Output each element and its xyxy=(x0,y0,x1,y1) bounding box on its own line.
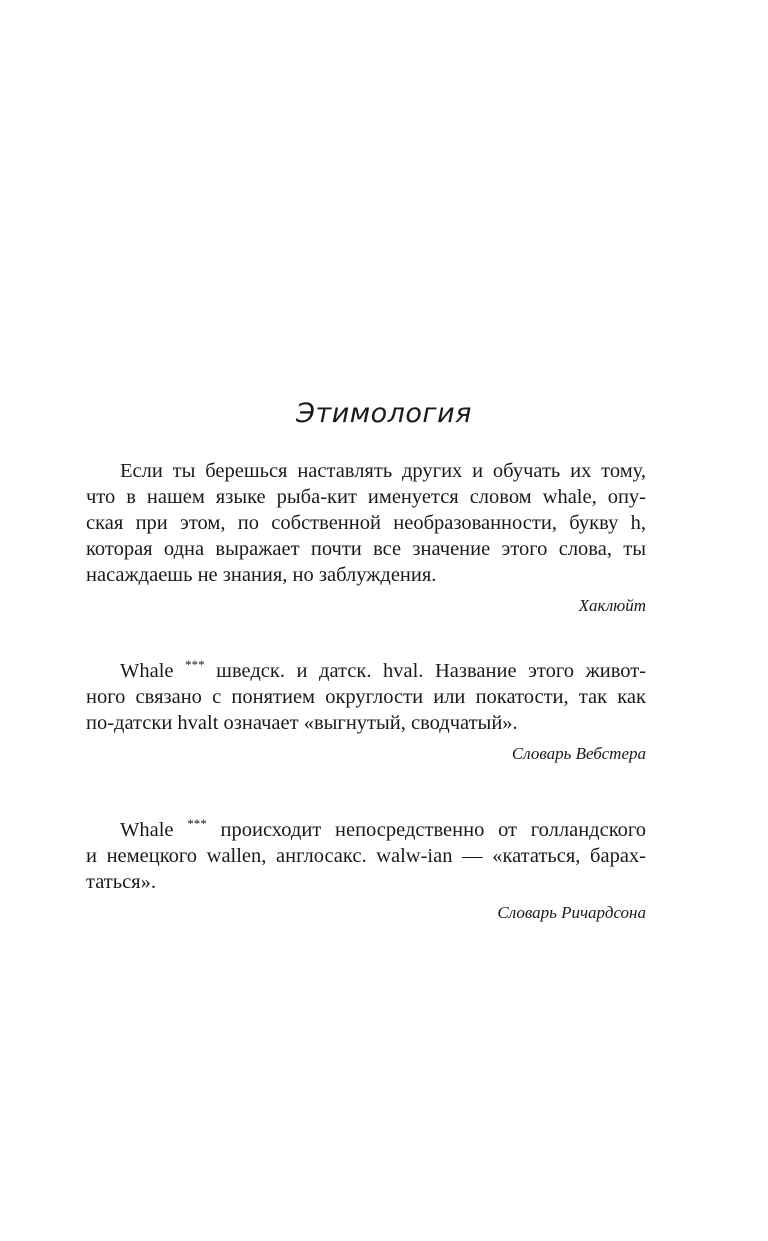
epigraph-richardson xyxy=(86,817,646,924)
lead-word: Whale xyxy=(120,819,174,841)
epigraph-attribution: Словарь Ричардсона xyxy=(497,903,646,922)
epigraph-line-text: шведск. и датск. hval. Название этого живот- xyxy=(216,660,647,682)
epigraph-line: таться». xyxy=(86,871,156,893)
asterisks: *** xyxy=(185,657,205,672)
epigraph-hakluyt xyxy=(86,458,646,617)
epigraph-line: ская при этом, по собственной необразованности, букву h, xyxy=(86,512,646,534)
asterisks: *** xyxy=(187,816,207,831)
epigraph-line-text: происходит непосредственно от голландского xyxy=(220,819,647,841)
epigraph-attribution: Словарь Вебстера xyxy=(511,744,646,763)
epigraph-line: и немецкого wallen, англосакс. walw-ian — «кататься, барах- xyxy=(86,845,646,867)
epigraph-line: которая одна выражает почти все значение этого слова, ты xyxy=(86,538,646,560)
lead-word: Whale xyxy=(120,660,174,682)
chapter-title: Этимология xyxy=(296,398,472,429)
epigraph-line: по-датски hvalt означает «выгнутый, сводчатый». xyxy=(86,712,518,734)
epigraph-line: Если ты берешься наставлять других и обучать их тому, xyxy=(120,460,646,482)
epigraph-attribution: Хаклюйт xyxy=(578,596,646,615)
epigraph-line: ного связано с понятием округлости или покатости, так как xyxy=(86,686,646,708)
epigraph-line: что в нашем языке рыба-кит именуется словом whale, опу- xyxy=(86,486,646,508)
epigraph-line xyxy=(86,817,646,843)
epigraph-webster xyxy=(86,658,646,765)
epigraph-line xyxy=(86,658,646,684)
epigraph-line: насаждаешь не знания, но заблуждения. xyxy=(86,564,437,586)
